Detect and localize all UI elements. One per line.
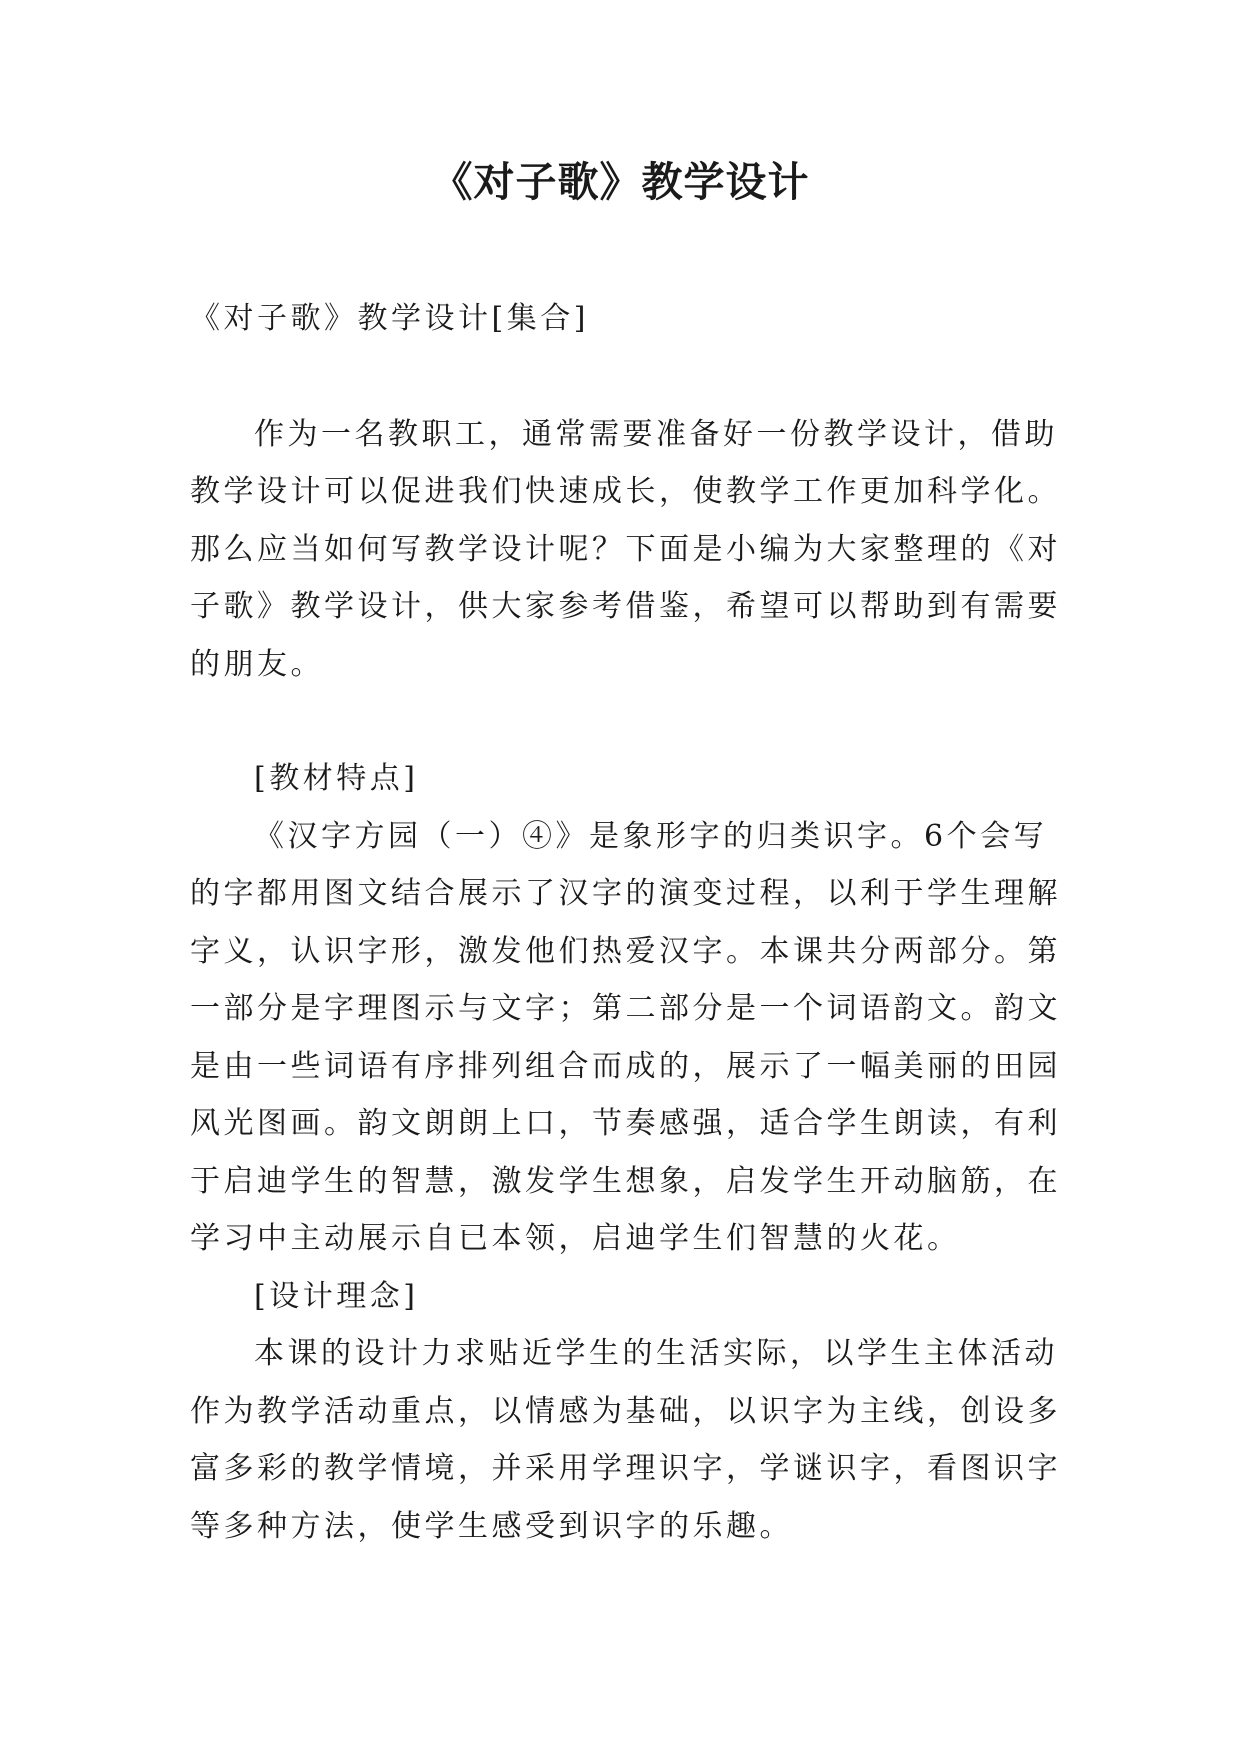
section-heading-textbook-features: [教材特点]	[254, 761, 419, 796]
section-text-textbook-features: 《汉字方园（一）④》是象形字的归类识字。6个会写的字都用图文结合展示了汉字的演变过程，以利于学生理解字义，认识字形，激发他们热爱汉字。本课共分两部分。第一部分是字理图示与文字；第二部分是一个词语韵文。韵文是由一些词语有序排列组合而成的，展示了一幅美丽的田园风光图画。韵文朗朗上口，节奏感强，适合学生朗读，有利于启迪学生的智慧，激发学生想象，启发学生开动脑筋，在学习中主动展示自已本领，启迪学生们智慧的火花。	[190, 818, 1061, 1256]
section-heading-design-concept: [设计理念]	[254, 1278, 419, 1314]
document-title: 《对子歌》教学设计	[431, 158, 810, 206]
document-subtitle: 《对子歌》教学设计[集合]	[190, 301, 589, 336]
intro-paragraph: 作为一名教职工，通常需要准备好一份教学设计，借助教学设计可以促进我们快速成长，使教学工作更加科学化。那么应当如何写教学设计呢？下面是小编为大家整理的《对子歌》教学设计，供大家参考借鉴，希望可以帮助到有需要的朋友。	[190, 416, 1061, 682]
section-text-design-concept: 本课的设计力求贴近学生的生活实际，以学生主体活动作为教学活动重点，以情感为基础，以识字为主线，创设多富多彩的教学情境，并采用学理识字，学谜识字，看图识字等多种方法，使学生感受到识字的乐趣。	[190, 1336, 1061, 1544]
document-body	[190, 290, 1070, 1555]
